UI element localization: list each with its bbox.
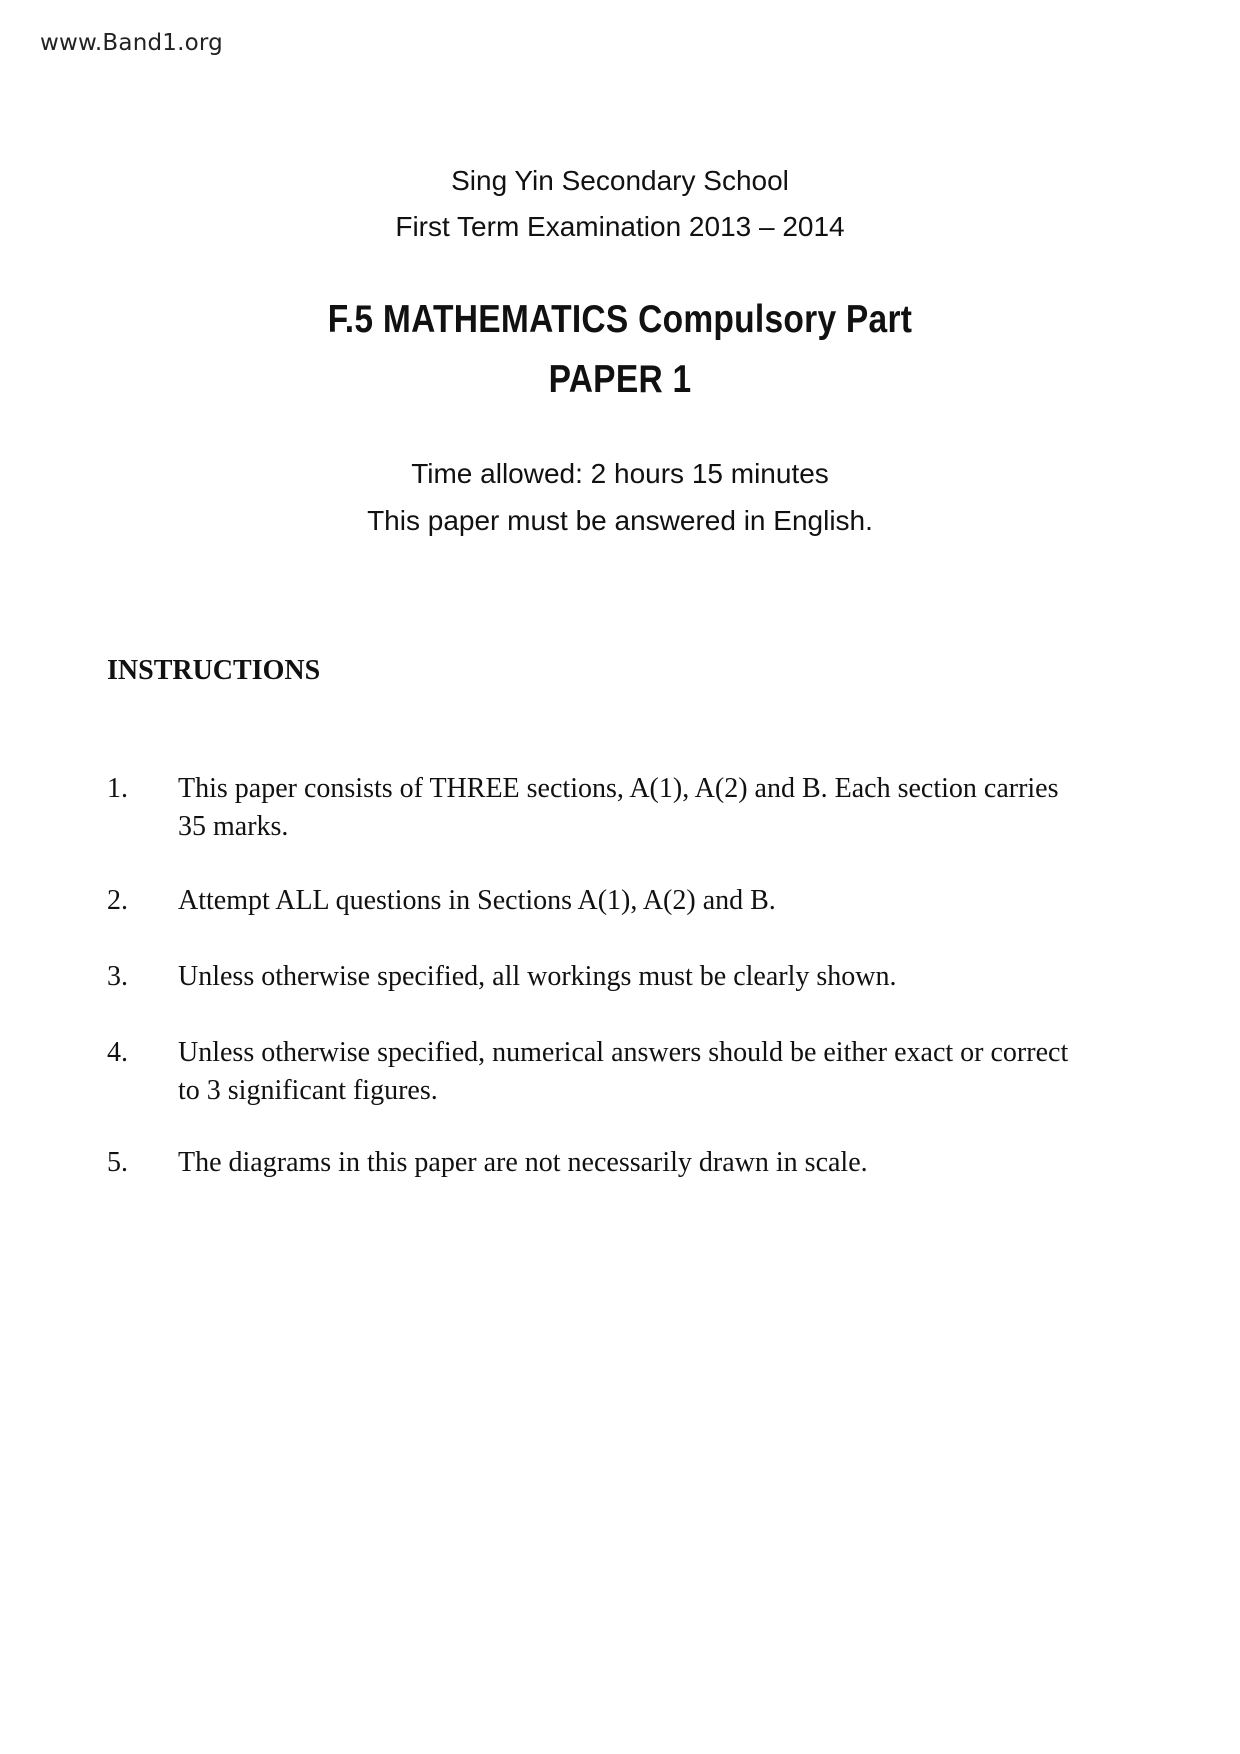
instruction-number: 4. [107,1037,128,1068]
instruction-number: 1. [107,773,128,804]
instruction-number: 5. [107,1147,128,1178]
instruction-text [178,1034,1137,1110]
instruction-line: Unless otherwise specified, numerical answers should be either exact or correct [178,1037,1069,1068]
instructions-heading: INSTRUCTIONS [107,655,321,686]
instruction-item [107,958,1137,996]
time-allowed: Time allowed: 2 hours 15 minutes [411,458,829,489]
instruction-item [107,1034,1137,1110]
instruction-text [178,770,1137,846]
instruction-line: Attempt ALL questions in Sections A(1), A(2) and B. [178,885,776,916]
instruction-line: to 3 significant figures. [178,1075,438,1106]
instruction-number: 2. [107,885,128,916]
subject-title: F.5 MATHEMATICS Compulsory Part [327,298,913,341]
instruction-line: This paper consists of THREE sections, A(1), A(2) and B. Each section carries [178,773,1059,804]
instruction-line: 35 marks. [178,811,289,842]
school-name: Sing Yin Secondary School [451,165,789,196]
site-watermark: www.Band1.org [40,30,223,56]
instruction-item [107,1144,1137,1182]
instruction-item [107,882,1137,920]
exam-name: First Term Examination 2013 – 2014 [395,211,845,242]
exam-header [0,158,1240,250]
instruction-item [107,770,1137,846]
instruction-number: 3. [107,961,128,992]
instruction-text [178,1144,1137,1182]
instruction-line: The diagrams in this paper are not necessarily drawn in scale. [178,1147,868,1178]
instruction-line: Unless otherwise specified, all workings must be clearly shown. [178,961,897,992]
instructions-list [107,770,1137,1182]
paper-title [87,290,1153,410]
instruction-text [178,882,1137,920]
paper-number: PAPER 1 [548,358,692,401]
exam-meta [0,450,1240,544]
language-note: This paper must be answered in English. [367,505,873,536]
instruction-text [178,958,1137,996]
